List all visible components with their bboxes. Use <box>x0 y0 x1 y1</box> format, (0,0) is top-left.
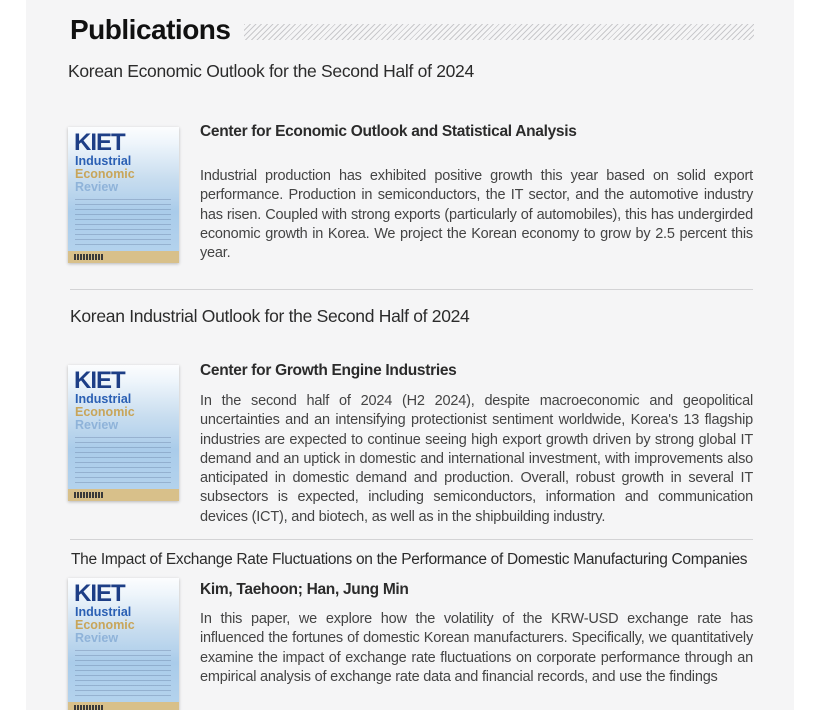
publication-cover-2[interactable] <box>68 365 179 501</box>
publication-title-3[interactable]: The Impact of Exchange Rate Fluctuations on the Performance of Domestic Manufacturing Companies <box>71 551 748 568</box>
publication-author-2: Center for Growth Engine Industries <box>200 362 457 379</box>
cover-brand: KIET <box>74 129 125 156</box>
divider <box>70 539 753 540</box>
cover-logo-icon <box>74 705 104 710</box>
cover-brand: KIET <box>74 367 125 394</box>
cover-line1: Industrial <box>75 392 132 406</box>
cover-line2: Economic <box>75 405 135 419</box>
cover-line3: Review <box>75 631 119 645</box>
publication-cover-3[interactable] <box>68 578 179 710</box>
cover-line2: Economic <box>75 167 135 181</box>
cover-line3: Review <box>75 180 119 194</box>
cover-logo-icon <box>74 254 104 260</box>
section-title: Publications <box>70 14 231 45</box>
cover-line2: Economic <box>75 618 135 632</box>
publication-title-1[interactable]: Korean Economic Outlook for the Second Half of 2024 <box>68 61 474 81</box>
cover-text-lines <box>75 199 171 247</box>
publication-abstract-1: Industrial production has exhibited positive growth this year based on solid export performance. Production in semiconductors, the IT sector, and the automotive industry has risen. Coupled with strong exports (particularly of automobiles), this has undergirded economic growth in Korea. We project the Korean economy to grow by 2.5 percent this year. <box>200 168 753 262</box>
publication-cover-1[interactable] <box>68 127 179 263</box>
publication-title-2[interactable]: Korean Industrial Outlook for the Second Half of 2024 <box>70 306 470 326</box>
section-header <box>70 12 754 48</box>
publication-author-3: Kim, Taehoon; Han, Jung Min <box>200 581 409 598</box>
publication-abstract-2: In the second half of 2024 (H2 2024), despite macroeconomic and geopolitical uncertainties and an intensifying protectionist sentiment worldwide, Korea's 13 flagship industries are expected to continue seeing high export growth driven by strong global IT demand and an uptick in domestic and international investment, with improvements also anticipated in domestic demand and production. Overall, robust growth in several IT subsectors is expected, including semiconductors, information and communication devices (ICT), and biotech, as well as in the shipbuilding industry. <box>200 393 753 525</box>
header-hatch-decoration <box>244 24 754 40</box>
cover-line1: Industrial <box>75 154 132 168</box>
cover-brand: KIET <box>74 580 125 607</box>
cover-logo-icon <box>74 492 104 498</box>
divider <box>70 289 753 290</box>
publication-author-1: Center for Economic Outlook and Statistical Analysis <box>200 123 577 140</box>
cover-line3: Review <box>75 418 119 432</box>
publication-abstract-3: In this paper, we explore how the volatility of the KRW-USD exchange rate has influenced the fortunes of domestic Korean manufacturers. Specifically, we quantitatively examine the impact of exchange rate fluctuations on corporate performance through an empirical analysis of exchange rate data and financial records, and use the findings <box>200 611 753 685</box>
cover-text-lines <box>75 437 171 485</box>
cover-text-lines <box>75 650 171 698</box>
cover-line1: Industrial <box>75 605 132 619</box>
